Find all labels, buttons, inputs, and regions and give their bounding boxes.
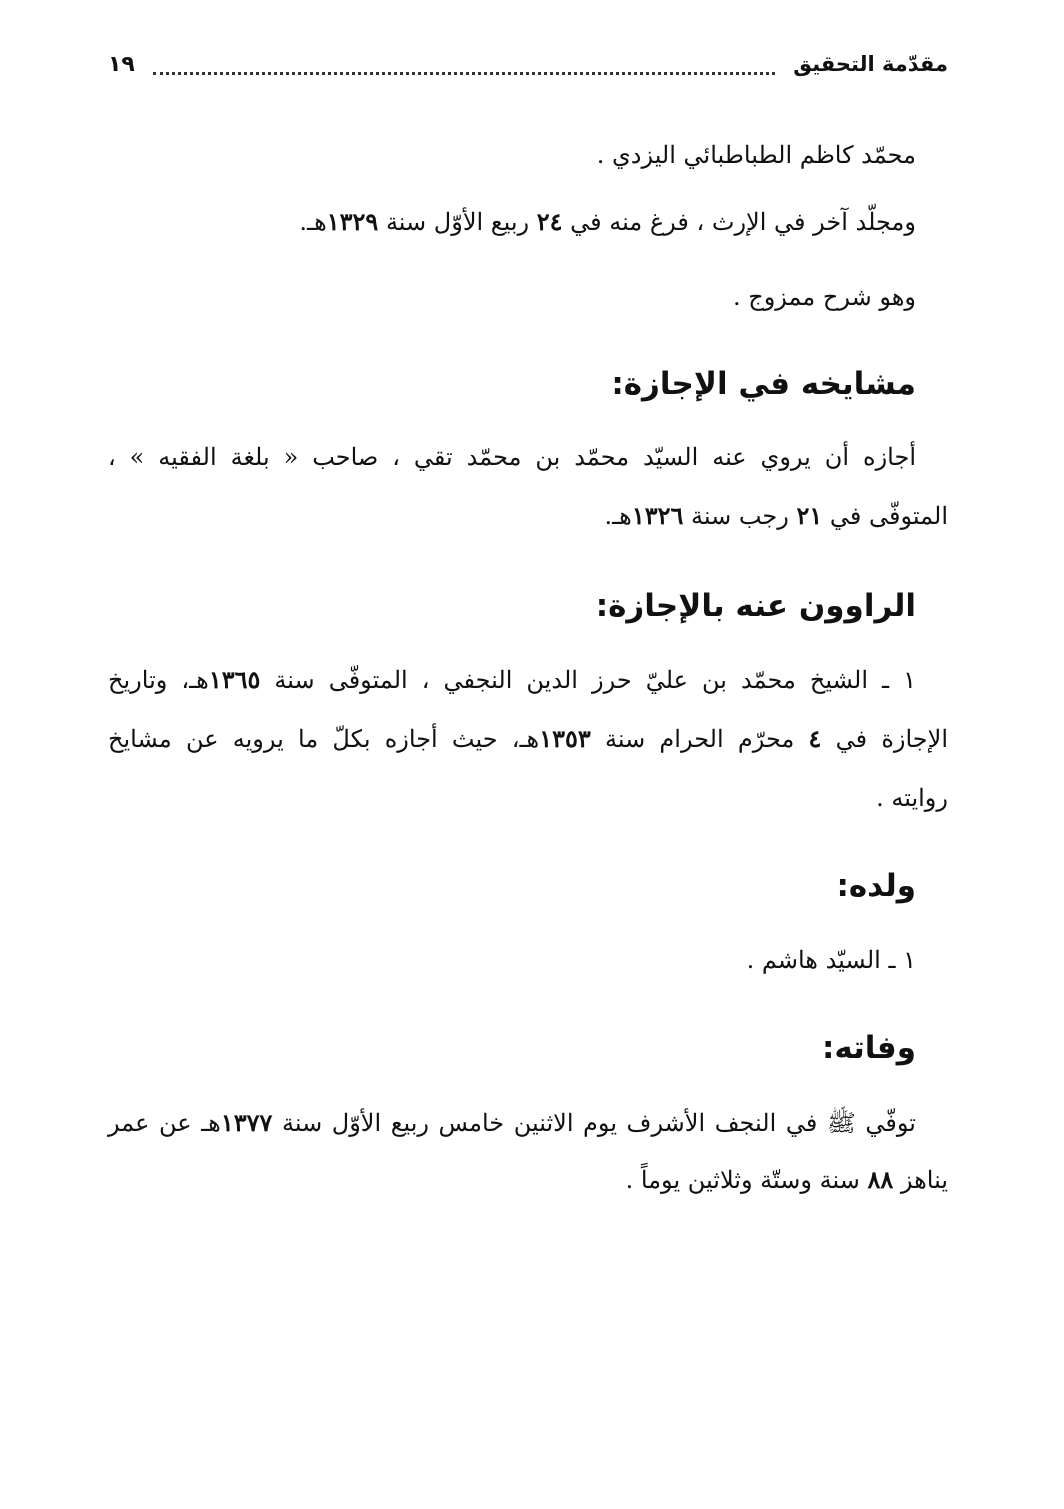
number-bold: ٢٤ [536, 207, 563, 236]
paragraph-line [108, 437, 916, 477]
text-run: روايته . [876, 784, 948, 812]
body-text [108, 0, 948, 1509]
number-bold: ٨٨ [867, 1165, 894, 1194]
section-heading: الراوون عنه بالإجازة: [595, 588, 916, 624]
text-run: هـ. [604, 502, 632, 530]
page-number: ١٩ [108, 51, 135, 77]
text-run: هـ، وتاريخ [108, 666, 209, 694]
number-bold: ١٣٧٧ [220, 1108, 273, 1137]
text-run: أجازه أن يروي عنه السيّد محمّد بن محمّد تقي ، صاحب « بلغة الفقيه » ، [108, 443, 916, 471]
paragraph-line [876, 778, 948, 818]
paragraph-line [108, 719, 948, 759]
text-run: محمّد كاظم الطباطبائي اليزدي . [596, 141, 916, 169]
text-run: هـ عن عمر [108, 1109, 221, 1137]
text-run: الإجازة في [821, 725, 949, 753]
text-run: محرّم الحرام سنة [590, 725, 809, 753]
text-run: سنة وستّة وثلاثين يوماً . [625, 1166, 868, 1194]
text-run: هـ، حيث أجازه بكلّ ما يرويه عن مشايخ [108, 725, 540, 753]
text-run: هـ. [299, 208, 327, 236]
paragraph-line [299, 202, 916, 242]
number-bold: ٤ [808, 724, 822, 753]
text-run: ١ ـ الشيخ محمّد بن عليّ حرز الدين النجفي ، المتوفّى سنة [260, 666, 917, 694]
section-heading: مشايخه في الإجازة: [611, 366, 916, 402]
text-run: ربيع الأوّل سنة [378, 208, 537, 236]
list-item [747, 940, 916, 980]
text-run: توفّي ﷺ في النجف الأشرف يوم الاثنين خامس ربيع الأوّل سنة [272, 1109, 916, 1137]
paragraph-line [108, 660, 916, 700]
text-run: المتوفّى في [822, 502, 948, 530]
section-heading: وفاته: [821, 1030, 916, 1066]
text-run: ومجلّد آخر في الإرث ، فرغ منه في [562, 208, 916, 236]
paragraph-line [733, 277, 916, 317]
text-run: يناهز [893, 1166, 948, 1194]
number-bold: ١٣٢٦ [631, 501, 684, 530]
number-bold: ١٣٢٩ [326, 207, 379, 236]
number-bold: ١٣٥٣ [539, 724, 591, 753]
text-run: رجب سنة [683, 502, 797, 530]
paragraph-line [597, 135, 916, 175]
paragraph-line [626, 1160, 948, 1200]
section-heading: ولده: [836, 868, 916, 904]
text-run: ١ ـ السيّد هاشم . [746, 946, 916, 974]
number-bold: ٢١ [796, 501, 823, 530]
text-run: وهو شرح ممزوج . [732, 283, 916, 311]
number-bold: ١٣٦٥ [208, 665, 261, 694]
running-header-title: مقدّمة التحقيق [793, 52, 948, 76]
paragraph-line [605, 496, 949, 536]
paragraph-line [108, 1103, 916, 1143]
